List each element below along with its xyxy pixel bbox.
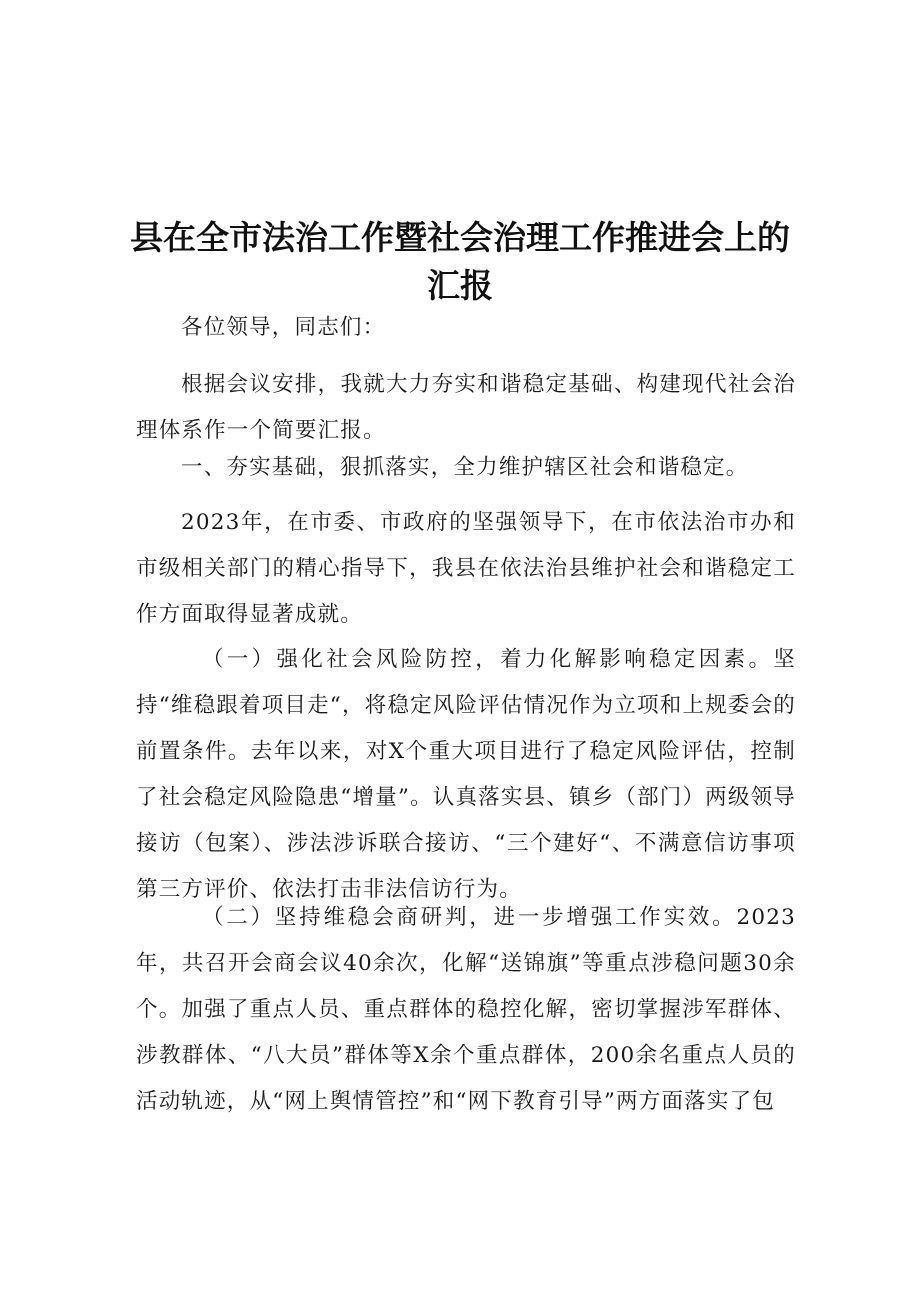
title-line-1: 县在全市法治工作暨社会治理工作推进会上的	[130, 218, 790, 257]
salutation-paragraph: 各位领导，同志们：	[181, 315, 386, 340]
summary-paragraph: 2023年，在市委、市政府的坚强领导下，在市依法治市办和市级相关部门的精心指导下，我县在依法治县维护社会和谐稳定工作方面取得显著成就。	[136, 510, 796, 627]
subsection-2-paragraph: （二）坚持维稳会商研判，进一步增强工作实效。2023年，共召开会商会议40余次，化解“送锦旗”等重点涉稳问题30余个。加强了重点人员、重点群体的稳控化解，密切掌握涉军群体、涉教群体、“八大员”群体等X余个重点群体，200余名重点人员的活动轨迹，从“网上舆情管控”和“网下教育引导”两方面落实了包	[136, 905, 796, 1114]
title-line-2: 汇报	[427, 266, 493, 305]
document-title	[120, 214, 800, 310]
section-heading-1: 一、夯实基础，狠抓落实，全力维护辖区社会和谐稳定。	[181, 455, 749, 480]
intro-paragraph: 根据会议安排，我就大力夯实和谐稳定基础、构建现代社会治理体系作一个简要汇报。	[136, 372, 796, 443]
subsection-1-paragraph: （一）强化社会风险防控，着力化解影响稳定因素。坚持“维稳跟着项目走“，将稳定风险评估情况作为立项和上规委会的前置条件。去年以来，对X个重大项目进行了稳定风险评估，控制了社会稳定风险隐患“增量”。认真落实县、镇乡（部门）两级领导接访（包案）、涉法涉诉联合接访、“三个建好“、不满意信访事项第三方评价、依法打击非法信访行为。	[136, 647, 796, 902]
